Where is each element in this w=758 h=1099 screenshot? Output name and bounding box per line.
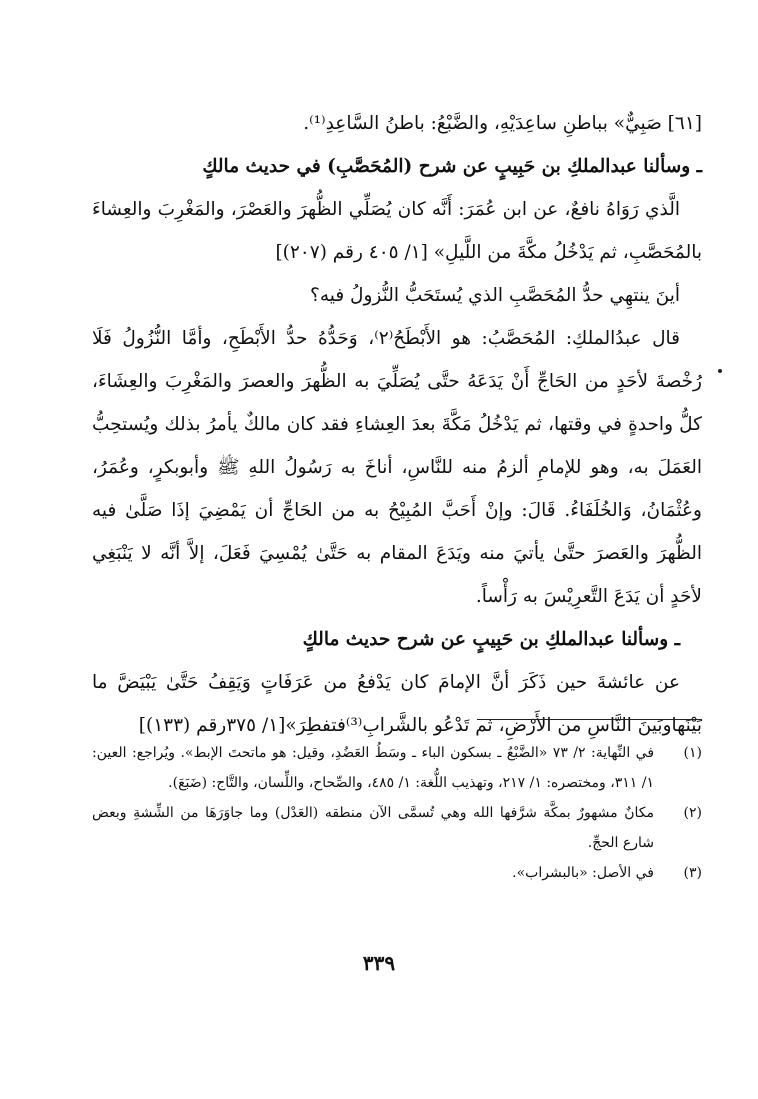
footnote-number: (٣) <box>683 865 702 881</box>
footnote-3 <box>92 858 702 888</box>
footnote-1 <box>92 738 702 798</box>
footnote-number: (١) <box>683 745 702 761</box>
footnote-text: مكانٌ مشهورٌ بمكَّة شرَّفها الله وهي تُسمَّى الآن منطقه (العَدْل) وما جاوَرَهَا من الشِّشةِ وبعض شارع الحجِّ. <box>92 805 654 851</box>
footnote-separator <box>477 719 702 720</box>
question-line: أينَ ينتهِي حدُّ المُحَصَّبِ الذي يُستَحَبُّ النُّزولُ فيه؟ <box>310 285 680 306</box>
footnote-text: في النِّهاية: ٢/ ٧٣ «الضَّبْعُ ـ بسكون الباء ـ وسَطُ العَضُدِ، وقيل: هو ماتحتَ الإبط». ويُراجع: العين: ١/ ٣١١، ومختصره: ١/ ٢١٧، وتهذيب اللُّغة: ١/ ٤٨٥، والصِّحاح، واللِّسان، والتَّاج: (ضَبَعَ). <box>92 745 655 791</box>
footnote-text: في الأصل: «بالبشراب». <box>512 865 654 881</box>
answer-paragraph: قال عبدُالملكِ: المُحَصَّبُ: هو الأَبْطَحُ⁽٢⁾، وَحَدُّهُ حدُّ الأَبْطَحِ، وأمَّا النُّزُولُ فَلَا رُخْصةَ لأحَدٍ من الحَاجِّ أَنْ يَدَعَهُ حتَّى يُصَلِّيَ به الظُّهرَ والعصرَ والمَغْرِبَ والعِشَاءَ، كلُّ واحدةٍ في وقتها، ثم يَدْخُلُ مَكَّةَ بعدَ العِشاءِ فقد كان مالكٌ يأمرُ بذلك ويُستحِبُّ العَمَلَ به، وهو للإمامِ ألزمُ منه للنَّاسِ، أناخَ به رَسُولُ اللهِ ﷺ وأبوبكرٍ، وعُمَرُ، وعُثْمَانُ، وَالخُلَفَاءُ. قَالَ: وإنْ أَحَبَّ المُبِيْحُ به من الحَاجِّ أن يَمْضِيَ إذَا صَلَّىٰ فيه الظُّهرَ والعَصرَ حتَّىٰ يأتيَ منه ويَدَعَ المقام به حَتَّىٰ يُمْسِيَ فَعَلَ، إلاَّ أنَّه لا يَنْبَغِي لأحَدٍ أن يَدَعَ التَّعرِيْسَ به رَأْساً. <box>92 328 702 607</box>
question-heading-1: ـ وسألنا عبدالملكِ بن حَبِيبٍ عن شرح (المُحَصَّبِ) في حديث مالكٍ <box>202 156 702 177</box>
page-number: ٣٣٩ <box>362 951 396 975</box>
footnotes <box>92 738 702 888</box>
hadith-paragraph-2: عن عائشةَ حين ذَكَرَ أنَّ الإمامَ كان يَدْفعُ من عَرَفَاتٍ وَيَقِفُ حَتَّىٰ يَبْيَضَّ ما بَيْنَهاوبَينَ النَّاسِ من الأَرْضِ، ثم تَدْعُو بالشَّرابِ⁽³⁾فتفطِرَ»[١/ ٣٧٥رقم (١٣٣)] <box>92 672 702 736</box>
footnote-2 <box>92 798 702 858</box>
question-heading-2: ـ وسألنا عبدالملكِ بن حَبِيبٍ عن شرح حديث مالكٍ <box>302 629 680 650</box>
hadith-paragraph-1: الَّذي رَوَاهُ نافعٌ، عن ابن عُمَرَ: أَنَّه كان يُصَلِّي الظُّهرَ والعَصْرَ، والمَغْرِبَ والعِشاءَ بالمُحَصَّبِ، ثم يَدْخُلُ مكَّةَ من اللَّيلِ» [١/ ٤٠٥ رقم (٢٠٧)] <box>92 199 702 263</box>
footnote-number: (٢) <box>683 805 702 821</box>
main-text <box>92 102 702 747</box>
margin-dot <box>718 369 722 373</box>
continued-line: [٦١] صَبِيٌّ» بباطنِ ساعِدَيْهِ، والضَّبْعُ: باطنُ السَّاعِدِ⁽¹⁾. <box>303 113 702 134</box>
